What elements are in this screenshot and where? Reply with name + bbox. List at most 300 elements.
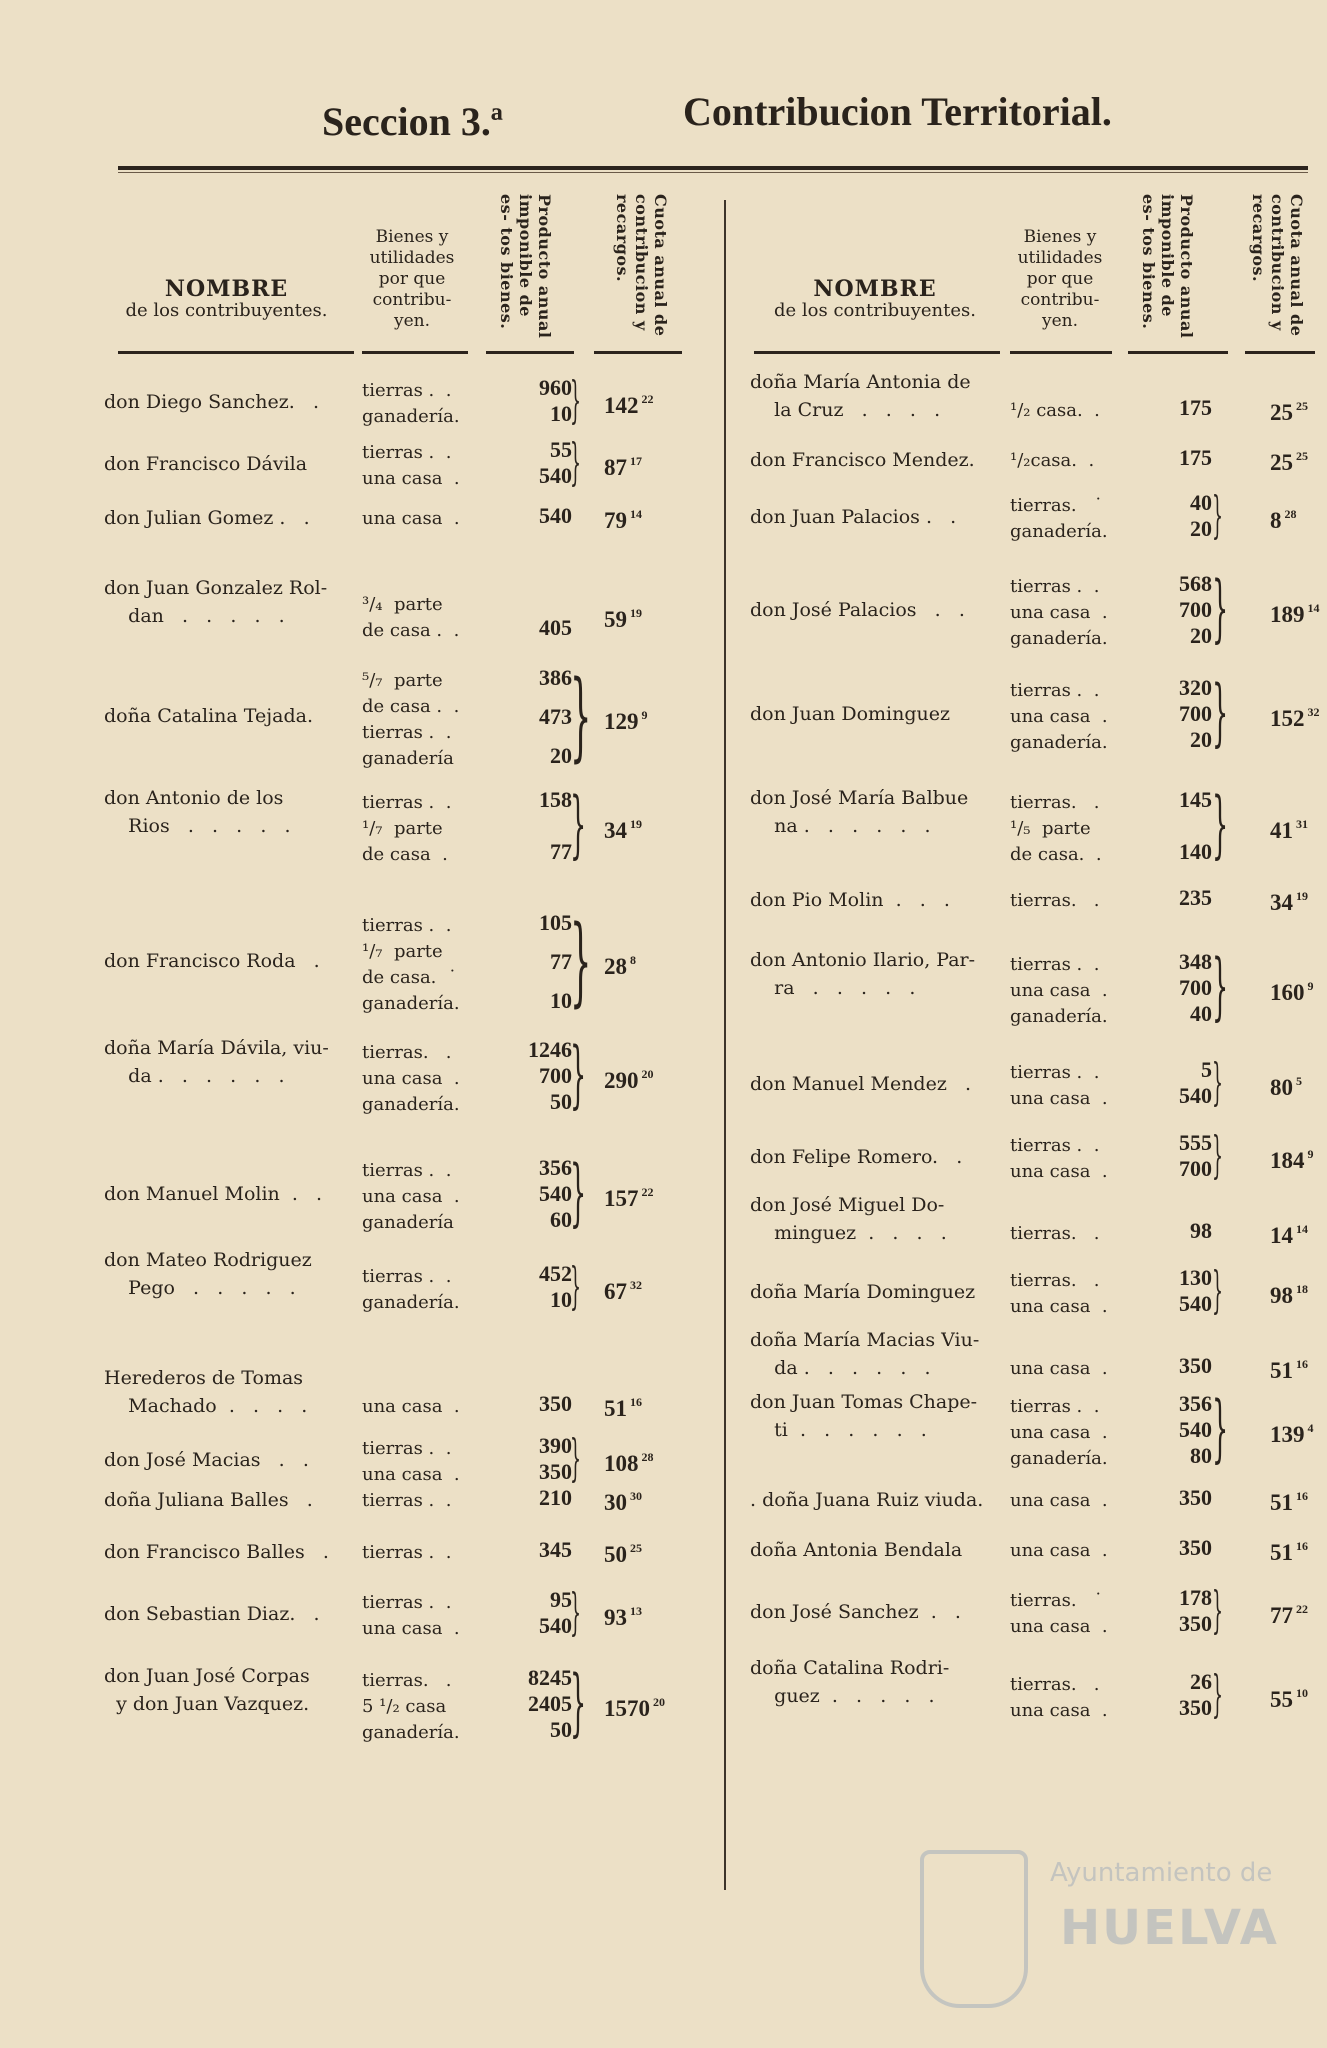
contributor-name: da . . . . . . bbox=[750, 1357, 931, 1379]
producto-value: 540 bbox=[1179, 1417, 1212, 1442]
contributor-name: doña María Dominguez bbox=[750, 1281, 976, 1303]
producto-value: 540 bbox=[539, 1613, 572, 1638]
producto-value: 356 bbox=[539, 1155, 572, 1180]
producto-value: 20 bbox=[1190, 623, 1212, 648]
column-divider bbox=[724, 200, 726, 1890]
producto-value: 345 bbox=[539, 1537, 572, 1562]
producto-value: 60 bbox=[550, 1207, 572, 1232]
cuota-cents: 8 bbox=[630, 953, 636, 967]
contributor-name: doña Catalina Tejada. bbox=[104, 705, 313, 727]
cuota-pesos: 189 bbox=[1270, 602, 1305, 627]
cuota-pesos: 14 bbox=[1270, 1223, 1293, 1248]
producto-value: 700 bbox=[1179, 701, 1212, 726]
cuota-pesos: 34 bbox=[604, 818, 627, 843]
bienes-item: una casa . bbox=[1010, 706, 1108, 727]
bienes-item: una casa . bbox=[1010, 1088, 1108, 1109]
contributor-name: don José Palacios . . bbox=[750, 599, 965, 621]
contributor-name: Herederos de Tomas bbox=[104, 1367, 304, 1389]
bienes-item: una casa . bbox=[362, 1068, 460, 1089]
cuota-pesos: 55 bbox=[1270, 1687, 1293, 1712]
grouping-brace-icon: } bbox=[1212, 1386, 1229, 1471]
bienes-item: una casa . bbox=[1010, 1296, 1108, 1317]
cuota-pesos: 25 bbox=[1270, 450, 1293, 475]
cuota-cents: 32 bbox=[1307, 705, 1320, 719]
cuota-pesos: 79 bbox=[604, 508, 627, 533]
cuota-pesos: 157 bbox=[604, 1186, 639, 1211]
producto-value: 2405 bbox=[528, 1691, 572, 1716]
producto-value: 700 bbox=[1179, 1156, 1212, 1181]
contributor-name: guez . . . . . bbox=[750, 1685, 935, 1707]
cuota-pesos: 51 bbox=[604, 1396, 627, 1421]
cuota-value bbox=[604, 1445, 654, 1476]
contributor-name: don Felipe Romero. . bbox=[750, 1146, 963, 1168]
grouping-brace-icon: } bbox=[1212, 1665, 1224, 1723]
cuota-cents: 5 bbox=[1296, 1074, 1302, 1088]
cuota-value bbox=[1270, 502, 1297, 533]
grouping-brace-icon: } bbox=[1212, 1126, 1224, 1184]
grouping-brace-icon: } bbox=[1212, 1581, 1224, 1639]
cuota-cents: 14 bbox=[1296, 1222, 1308, 1236]
cuota-cents: 9 bbox=[641, 708, 648, 722]
producto-value: 540 bbox=[539, 1181, 572, 1206]
contributor-name: doña Juliana Balles . bbox=[104, 1489, 313, 1511]
contributor-name: don Juan Dominguez bbox=[750, 703, 950, 725]
producto-value: 178 bbox=[1179, 1585, 1212, 1610]
producto-value: 98 bbox=[1190, 1218, 1212, 1243]
cuota-cents: 13 bbox=[630, 1604, 642, 1618]
cuota-value bbox=[604, 1390, 642, 1421]
bienes-item: una casa . bbox=[1010, 1700, 1108, 1721]
bienes-item: ¹/₇ parte bbox=[362, 818, 443, 839]
cuota-pesos: 67 bbox=[604, 1279, 627, 1304]
bienes-item: tierras. ˙ bbox=[1010, 1590, 1103, 1611]
cuota-value bbox=[1270, 394, 1308, 425]
cuota-underline bbox=[594, 351, 682, 354]
producto-value: 700 bbox=[1179, 597, 1212, 622]
cuota-header: Cuota anual de contribucion y recargos. bbox=[1249, 194, 1306, 337]
bienes-item: ganadería. bbox=[362, 993, 460, 1014]
contributor-name: don José María Balbue bbox=[750, 787, 969, 809]
contributor-name: don Sebastian Diaz. . bbox=[104, 1603, 320, 1625]
name-header bbox=[104, 278, 349, 322]
bienes-item: ganadería. bbox=[1010, 732, 1108, 753]
cuota-pesos: 87 bbox=[604, 455, 627, 480]
bienes-item: de casa . . bbox=[362, 620, 460, 641]
contributor-name: doña María Antonia de bbox=[750, 371, 971, 393]
producto-value: 10 bbox=[550, 1287, 572, 1312]
cuota-pesos: 50 bbox=[604, 1542, 627, 1567]
cuota-value bbox=[604, 1062, 654, 1093]
page-title bbox=[0, 88, 1327, 148]
grouping-brace-icon: } bbox=[570, 1150, 587, 1235]
cuota-pesos: 98 bbox=[1270, 1283, 1293, 1308]
grouping-brace-icon: } bbox=[1212, 670, 1229, 755]
bienes-item: ganadería. bbox=[1010, 628, 1108, 649]
producto-value: 540 bbox=[1179, 1291, 1212, 1316]
contributor-name: Machado . . . . bbox=[104, 1395, 308, 1417]
cuota-cents: 19 bbox=[630, 817, 642, 831]
bienes-item: ¹/₅ parte bbox=[1010, 818, 1091, 839]
cuota-cents: 16 bbox=[1296, 1489, 1308, 1503]
cuota-pesos: 93 bbox=[604, 1605, 627, 1630]
cuota-value bbox=[1270, 444, 1308, 475]
bienes-item: 5 ¹/₂ casa bbox=[362, 1696, 447, 1717]
watermark bbox=[920, 1850, 1280, 2020]
contributor-name: doña María Macias Viu- bbox=[750, 1329, 980, 1351]
cuota-value bbox=[1270, 1352, 1308, 1383]
bienes-item: de casa . . bbox=[362, 696, 460, 717]
producto-value: 386 bbox=[539, 665, 572, 690]
bienes-item: una casa . bbox=[1010, 1422, 1108, 1443]
contributor-name: doña María Dávila, viu- bbox=[104, 1037, 329, 1059]
producto-value: 350 bbox=[1179, 1353, 1212, 1378]
producto-value: 77 bbox=[550, 949, 572, 974]
bienes-item: tierras . . bbox=[362, 1490, 452, 1511]
producto-value: 10 bbox=[550, 988, 572, 1013]
right-column-header bbox=[750, 180, 1320, 358]
cuota-cents: 22 bbox=[1296, 1602, 1308, 1616]
cuota-value bbox=[1270, 974, 1314, 1005]
cuota-pesos: 51 bbox=[1270, 1540, 1293, 1565]
cuota-value bbox=[1270, 812, 1308, 843]
bienes-item: tierras. . bbox=[1010, 890, 1100, 911]
grouping-brace-icon: } bbox=[570, 660, 592, 772]
cuota-pesos: 108 bbox=[604, 1451, 639, 1476]
bienes-item: una casa . bbox=[1010, 1540, 1108, 1561]
cuota-pesos: 51 bbox=[1270, 1358, 1293, 1383]
grouping-brace-icon: } bbox=[1212, 1053, 1224, 1111]
bienes-item: tierras . . bbox=[362, 1266, 452, 1287]
name-header-subtitle: de los contribuyentes. bbox=[125, 300, 328, 321]
producto-value: 40 bbox=[1190, 1001, 1212, 1026]
top-rule bbox=[118, 166, 1308, 170]
contributor-name: don Antonio Ilario, Par- bbox=[750, 949, 976, 971]
bienes-item: ¹/₂ casa. . bbox=[1010, 400, 1100, 421]
name-header-title: NOMBRE bbox=[813, 276, 937, 302]
cuota-cents: 20 bbox=[653, 1695, 665, 1709]
producto-value: 350 bbox=[539, 1459, 572, 1484]
cuota-value bbox=[1270, 1597, 1308, 1628]
cuota-value bbox=[604, 1536, 642, 1567]
cuota-cents: 17 bbox=[630, 454, 642, 468]
grouping-brace-icon: } bbox=[570, 1032, 587, 1117]
contributor-name: don Francisco Mendez. bbox=[750, 449, 975, 471]
producto-value: 5 bbox=[1201, 1057, 1212, 1082]
cuota-value bbox=[604, 703, 648, 734]
cuota-cents: 31 bbox=[1296, 817, 1308, 831]
cuota-cents: 10 bbox=[1296, 1686, 1308, 1700]
producto-value: 390 bbox=[539, 1433, 572, 1458]
cuota-value bbox=[1270, 1142, 1314, 1173]
cuota-value bbox=[1270, 1069, 1302, 1100]
producto-value: 140 bbox=[1179, 839, 1212, 864]
bienes-underline bbox=[1010, 351, 1112, 354]
cuota-pesos: 152 bbox=[1270, 706, 1305, 731]
cuota-cents: 22 bbox=[641, 392, 654, 406]
bienes-item: ³/₄ parte bbox=[362, 594, 443, 615]
producto-value: 40 bbox=[1190, 490, 1212, 515]
cuota-pesos: 80 bbox=[1270, 1075, 1293, 1100]
producto-value: 95 bbox=[550, 1587, 572, 1612]
bienes-item: una casa . bbox=[1010, 1490, 1108, 1511]
bienes-item: una casa . bbox=[1010, 980, 1108, 1001]
bienes-item: ganadería. bbox=[1010, 521, 1108, 542]
left-column-header bbox=[104, 180, 720, 358]
bienes-item: de casa. ˙ bbox=[362, 967, 457, 988]
cuota-cents: 20 bbox=[641, 1067, 654, 1081]
cuota-cents: 28 bbox=[1284, 507, 1297, 521]
contributor-name: na . . . . . . bbox=[750, 815, 931, 837]
producto-value: 20 bbox=[550, 743, 572, 768]
cuota-value bbox=[1270, 884, 1308, 915]
watermark-line2: HUELVA bbox=[1060, 1900, 1279, 1956]
cuota-cents: 9 bbox=[1307, 1147, 1314, 1161]
cuota-cents: 14 bbox=[1307, 601, 1320, 615]
cuota-value bbox=[1270, 1217, 1308, 1248]
producto-value: 350 bbox=[1179, 1535, 1212, 1560]
contributor-name: don Francisco Dávila bbox=[104, 453, 308, 475]
cuota-value bbox=[604, 1690, 665, 1721]
producto-value: 77 bbox=[550, 839, 572, 864]
cuota-value bbox=[1270, 1277, 1308, 1308]
bienes-item: una casa . bbox=[362, 1464, 460, 1485]
bienes-item: ganadería. bbox=[1010, 1448, 1108, 1469]
bienes-item: tierras. . bbox=[1010, 792, 1100, 813]
section-title: Seccion 3.ª bbox=[322, 99, 503, 144]
bienes-item: ¹/₂casa. . bbox=[1010, 450, 1095, 471]
bienes-item: ⁵/₇ parte bbox=[362, 670, 443, 691]
bienes-item: una casa . bbox=[362, 508, 460, 529]
cuota-value bbox=[604, 449, 642, 480]
producto-value: 473 bbox=[539, 704, 572, 729]
cuota-pesos: 30 bbox=[604, 1490, 627, 1515]
cuota-pesos: 160 bbox=[1270, 980, 1305, 1005]
contributor-name: don José Macias . . bbox=[104, 1449, 309, 1471]
bienes-item: ganadería. bbox=[362, 1292, 460, 1313]
producto-value: 175 bbox=[1179, 445, 1212, 470]
cuota-value bbox=[604, 601, 642, 632]
bienes-item: tierras . . bbox=[362, 792, 452, 813]
producto-underline bbox=[486, 351, 574, 354]
contributor-name: don Juan Tomas Chape- bbox=[750, 1391, 978, 1413]
cuota-cents: 16 bbox=[1296, 1357, 1308, 1371]
cuota-value bbox=[1270, 1416, 1314, 1447]
cuota-pesos: 139 bbox=[1270, 1422, 1305, 1447]
producto-value: 540 bbox=[539, 503, 572, 528]
producto-value: 350 bbox=[1179, 1485, 1212, 1510]
contributor-name: don José Sanchez . . bbox=[750, 1601, 961, 1623]
producto-value: 356 bbox=[1179, 1391, 1212, 1416]
bienes-item: tierras . . bbox=[362, 380, 452, 401]
cuota-pesos: 290 bbox=[604, 1068, 639, 1093]
contributor-name: minguez . . . . bbox=[750, 1222, 947, 1244]
producto-header: Producto anual imponible de es- tos bienes. bbox=[497, 194, 554, 339]
name-header bbox=[750, 278, 1000, 322]
cuota-cents: 9 bbox=[1307, 979, 1314, 993]
bienes-item: tierras . . bbox=[362, 915, 452, 936]
grouping-brace-icon: } bbox=[570, 1660, 587, 1745]
bienes-item: tierras . . bbox=[1010, 954, 1100, 975]
bienes-item: una casa . bbox=[362, 1618, 460, 1639]
producto-value: 10 bbox=[550, 401, 572, 426]
cuota-value bbox=[1270, 596, 1320, 627]
bienes-item: ganadería. bbox=[362, 406, 460, 427]
bienes-header: Bienes y utilidades por que contribu- yen. bbox=[369, 227, 455, 331]
producto-value: 452 bbox=[539, 1261, 572, 1286]
producto-value: 700 bbox=[1179, 975, 1212, 1000]
producto-value: 105 bbox=[539, 910, 572, 935]
cuota-pesos: 77 bbox=[1270, 1603, 1293, 1628]
producto-value: 158 bbox=[539, 787, 572, 812]
bienes-item: de casa. . bbox=[1010, 844, 1102, 865]
producto-value: 540 bbox=[539, 463, 572, 488]
contributor-name: don Diego Sanchez. . bbox=[104, 391, 319, 413]
cuota-value bbox=[604, 502, 642, 533]
cuota-value bbox=[604, 1180, 654, 1211]
cuota-cents: 16 bbox=[1296, 1539, 1308, 1553]
producto-value: 555 bbox=[1179, 1130, 1212, 1155]
producto-value: 320 bbox=[1179, 675, 1212, 700]
cuota-value bbox=[1270, 1484, 1308, 1515]
cuota-pesos: 184 bbox=[1270, 1148, 1305, 1173]
grouping-brace-icon: } bbox=[570, 782, 587, 867]
bienes-item: una casa . bbox=[362, 468, 460, 489]
grouping-brace-icon: } bbox=[570, 433, 582, 491]
cuota-value bbox=[1270, 700, 1320, 731]
bienes-item: una casa . bbox=[362, 1396, 460, 1417]
name-underline bbox=[118, 351, 354, 354]
cuota-cents: 14 bbox=[630, 507, 642, 521]
cuota-header: Cuota anual de contribucion y recargos. bbox=[613, 194, 670, 337]
producto-value: 130 bbox=[1179, 1265, 1212, 1290]
bienes-item: tierras . . bbox=[362, 1592, 452, 1613]
cuota-value bbox=[604, 812, 642, 843]
bienes-item: ¹/₇ parte bbox=[362, 941, 443, 962]
bienes-item: tierras . . bbox=[362, 1438, 452, 1459]
bienes-item: tierras. ˙ bbox=[1010, 495, 1103, 516]
cuota-pesos: 142 bbox=[604, 393, 639, 418]
producto-value: 55 bbox=[550, 437, 572, 462]
bienes-item: ganadería bbox=[362, 748, 454, 769]
producto-value: 700 bbox=[539, 1063, 572, 1088]
right-column bbox=[750, 180, 1320, 1723]
cuota-pesos: 41 bbox=[1270, 818, 1293, 843]
producto-value: 20 bbox=[1190, 516, 1212, 541]
bienes-item: una casa . bbox=[362, 1186, 460, 1207]
producto-value: 1246 bbox=[528, 1037, 572, 1062]
cuota-pesos: 8 bbox=[1270, 508, 1282, 533]
name-header-title: NOMBRE bbox=[164, 276, 289, 302]
grouping-brace-icon: } bbox=[570, 1583, 582, 1641]
cuota-cents: 25 bbox=[1296, 449, 1308, 463]
producto-value: 50 bbox=[550, 1089, 572, 1114]
cuota-value bbox=[1270, 1534, 1308, 1565]
cuota-value bbox=[604, 948, 636, 979]
cuota-pesos: 59 bbox=[604, 607, 627, 632]
cuota-pesos: 28 bbox=[604, 954, 627, 979]
bienes-item: tierras . . bbox=[362, 1160, 452, 1181]
bienes-item: tierras. . bbox=[1010, 1270, 1100, 1291]
bienes-item: ganadería bbox=[362, 1212, 454, 1233]
grouping-brace-icon: } bbox=[1212, 1261, 1224, 1319]
producto-value: 80 bbox=[1190, 1443, 1212, 1468]
cuota-cents: 30 bbox=[630, 1489, 642, 1503]
bienes-item: tierras . . bbox=[362, 722, 452, 743]
producto-underline bbox=[1128, 351, 1228, 354]
contributor-name: ra . . . . . bbox=[750, 977, 916, 999]
bienes-item: tierras . . bbox=[1010, 1135, 1100, 1156]
bienes-item: tierras . . bbox=[1010, 680, 1100, 701]
cuota-cents: 4 bbox=[1307, 1421, 1314, 1435]
bienes-item: tierras. . bbox=[362, 1670, 452, 1691]
contributor-name: don Francisco Roda . bbox=[104, 950, 320, 972]
producto-value: 50 bbox=[550, 1717, 572, 1742]
cuota-value bbox=[604, 1273, 642, 1304]
contributor-name: don Juan Gonzalez Rol- bbox=[104, 577, 328, 599]
producto-value: 8245 bbox=[528, 1665, 572, 1690]
producto-value: 210 bbox=[539, 1485, 572, 1510]
contributor-name: don Juan Palacios . . bbox=[750, 506, 957, 528]
left-column bbox=[104, 180, 720, 1745]
cuota-cents: 25 bbox=[630, 1541, 642, 1555]
bienes-item: ganadería. bbox=[362, 1094, 460, 1115]
contributor-name: don Manuel Molin . . bbox=[104, 1183, 323, 1205]
grouping-brace-icon: } bbox=[1212, 944, 1229, 1029]
cuota-value bbox=[1270, 1681, 1308, 1712]
cuota-cents: 18 bbox=[1296, 1282, 1308, 1296]
contributor-name: la Cruz . . . . bbox=[750, 399, 941, 421]
cuota-cents: 32 bbox=[630, 1278, 642, 1292]
producto-value: 26 bbox=[1190, 1669, 1212, 1694]
contributor-name: da . . . . . . bbox=[104, 1065, 285, 1087]
cuota-cents: 19 bbox=[630, 606, 642, 620]
bienes-item: ganadería. bbox=[1010, 1006, 1108, 1027]
cuota-underline bbox=[1245, 351, 1315, 354]
contributor-name: don Manuel Mendez . bbox=[750, 1073, 972, 1095]
contributor-name: don Antonio de los bbox=[104, 787, 284, 809]
grouping-brace-icon: } bbox=[1212, 566, 1229, 651]
contributor-name: . doña Juana Ruiz viuda. bbox=[750, 1489, 984, 1511]
contributor-name: don Francisco Balles . bbox=[104, 1541, 329, 1563]
grouping-brace-icon: } bbox=[570, 371, 582, 429]
contributor-name: don José Miguel Do- bbox=[750, 1194, 945, 1216]
contributor-name: doña Antonia Bendala bbox=[750, 1539, 963, 1561]
cuota-value bbox=[604, 1599, 642, 1630]
contributor-name: doña Catalina Rodri- bbox=[750, 1657, 950, 1679]
contributor-name: don Julian Gomez . . bbox=[104, 507, 310, 529]
bienes-item: tierras. . bbox=[1010, 1674, 1100, 1695]
contributor-name: y don Juan Vazquez. bbox=[104, 1693, 310, 1715]
bienes-item: tierras. . bbox=[362, 1042, 452, 1063]
cuota-pesos: 129 bbox=[604, 709, 639, 734]
bienes-item: tierras. . bbox=[1010, 1223, 1100, 1244]
cuota-pesos: 1570 bbox=[604, 1696, 650, 1721]
watermark-line1: Ayuntamiento de bbox=[1050, 1858, 1273, 1888]
contributor-name: ti . . . . . . bbox=[750, 1419, 927, 1441]
bienes-header: Bienes y utilidades por que contribu- yen. bbox=[1017, 227, 1103, 331]
producto-value: 405 bbox=[539, 615, 572, 640]
bienes-item: tierras . . bbox=[362, 1542, 452, 1563]
bienes-item: tierras . . bbox=[1010, 1062, 1100, 1083]
cuota-value bbox=[604, 1484, 642, 1515]
cuota-cents: 19 bbox=[1296, 889, 1308, 903]
producto-value: 960 bbox=[539, 375, 572, 400]
grouping-brace-icon: } bbox=[570, 905, 592, 1017]
bienes-item: tierras . . bbox=[1010, 576, 1100, 597]
cuota-pesos: 25 bbox=[1270, 400, 1293, 425]
cuota-value bbox=[604, 387, 654, 418]
grouping-brace-icon: } bbox=[570, 1429, 582, 1487]
